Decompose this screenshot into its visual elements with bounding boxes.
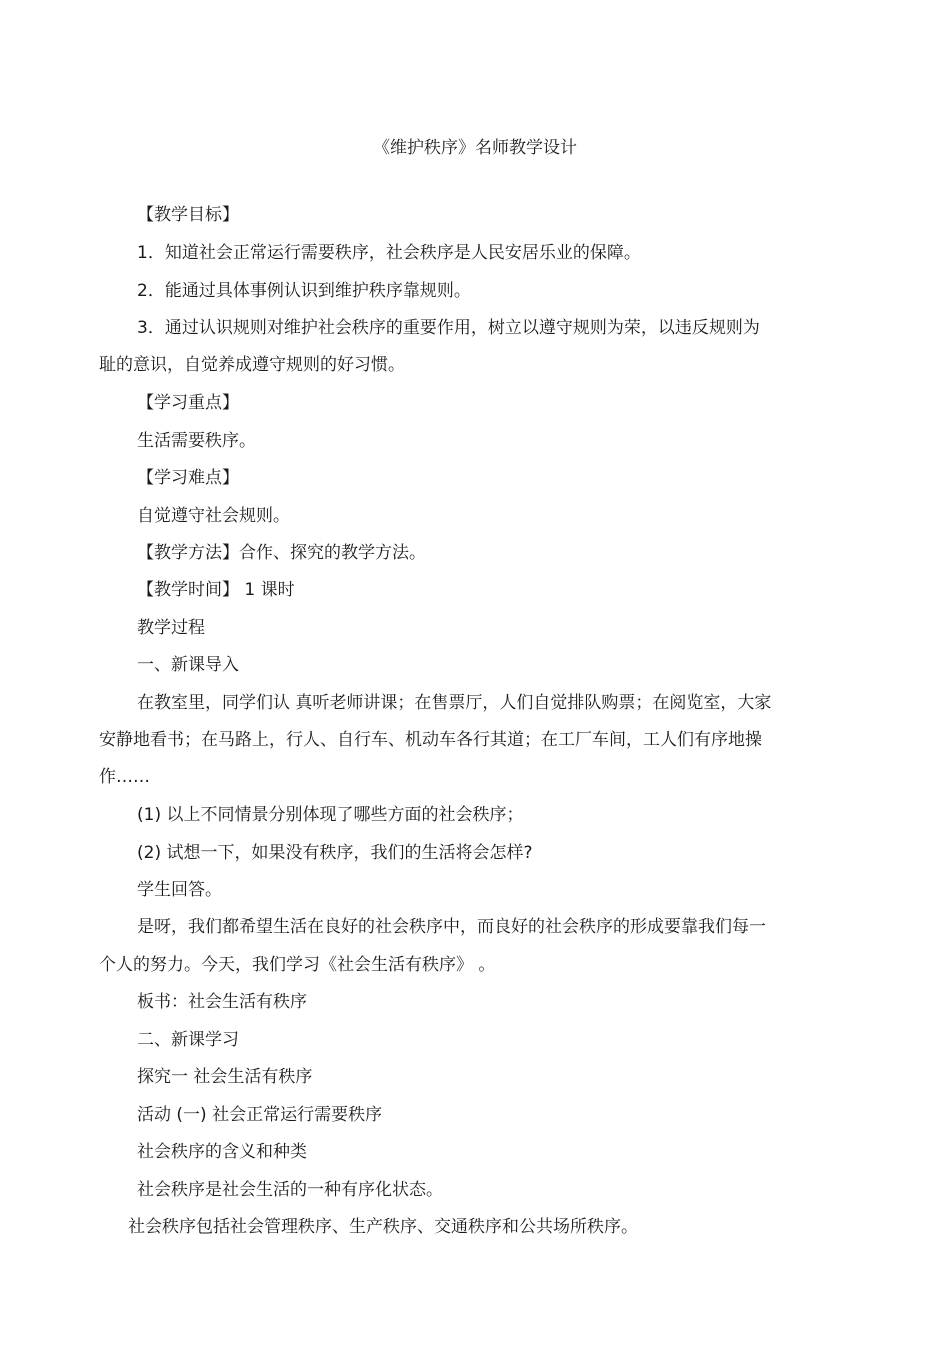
intro-paragraph-line-2: 安静地看书；在马路上，行人、自行车、机动车各行其道；在工厂车间，工人们有序地操: [99, 730, 762, 750]
teaching-method: 【教学方法】合作、探究的教学方法。: [137, 543, 426, 563]
transition-paragraph-line-1: 是呀，我们都希望生活在良好的社会秩序中，而良好的社会秩序的形成要靠我们每一: [137, 917, 766, 937]
intro-paragraph-line-1: 在教室里，同学们认 真听老师讲课；在售票厅，人们自觉排队购票；在阅览室，大家: [137, 693, 772, 713]
teaching-time: 【教学时间】 1 课时: [137, 580, 295, 600]
heading-key-points: 【学习重点】: [137, 393, 239, 413]
document-title: 《维护秩序》名师教学设计: [373, 138, 577, 158]
question-2: (2) 试想一下，如果没有秩序，我们的生活将会怎样?: [137, 843, 533, 863]
social-order-definition: 社会秩序是社会生活的一种有序化状态。: [137, 1180, 443, 1200]
section-new-lesson-study: 二、新课学习: [137, 1030, 239, 1050]
blackboard-writing: 板书：社会生活有秩序: [137, 992, 307, 1012]
transition-paragraph-line-2: 个人的努力。今天，我们学习《社会生活有秩序》 。: [99, 955, 496, 975]
student-answer: 学生回答。: [137, 880, 222, 900]
goal-item-2: 2．能通过具体事例认识到维护秩序靠规则。: [137, 281, 471, 301]
heading-teaching-process: 教学过程: [137, 618, 205, 638]
goal-item-3-cont: 耻的意识，自觉养成遵守规则的好习惯。: [99, 355, 405, 375]
inquiry-1: 探究一 社会生活有秩序: [137, 1067, 313, 1087]
social-order-types: 社会秩序包括社会管理秩序、生产秩序、交通秩序和公共场所秩序。: [128, 1217, 638, 1237]
question-1: (1) 以上不同情景分别体现了哪些方面的社会秩序；: [137, 805, 524, 825]
heading-difficulties: 【学习难点】: [137, 468, 239, 488]
social-order-heading: 社会秩序的含义和种类: [137, 1142, 307, 1162]
difficulties-text: 自觉遵守社会规则。: [137, 506, 290, 526]
heading-teaching-goals: 【教学目标】: [137, 205, 239, 225]
goal-item-3: 3．通过认识规则对维护社会秩序的重要作用，树立以遵守规则为荣，以违反规则为: [137, 318, 760, 338]
intro-paragraph-line-3: 作……: [99, 767, 150, 787]
activity-1: 活动 (一) 社会正常运行需要秩序: [137, 1105, 383, 1125]
key-points-text: 生活需要秩序。: [137, 431, 256, 451]
section-new-lesson-intro: 一、新课导入: [137, 655, 239, 675]
goal-item-1: 1．知道社会正常运行需要秩序，社会秩序是人民安居乐业的保障。: [137, 243, 641, 263]
